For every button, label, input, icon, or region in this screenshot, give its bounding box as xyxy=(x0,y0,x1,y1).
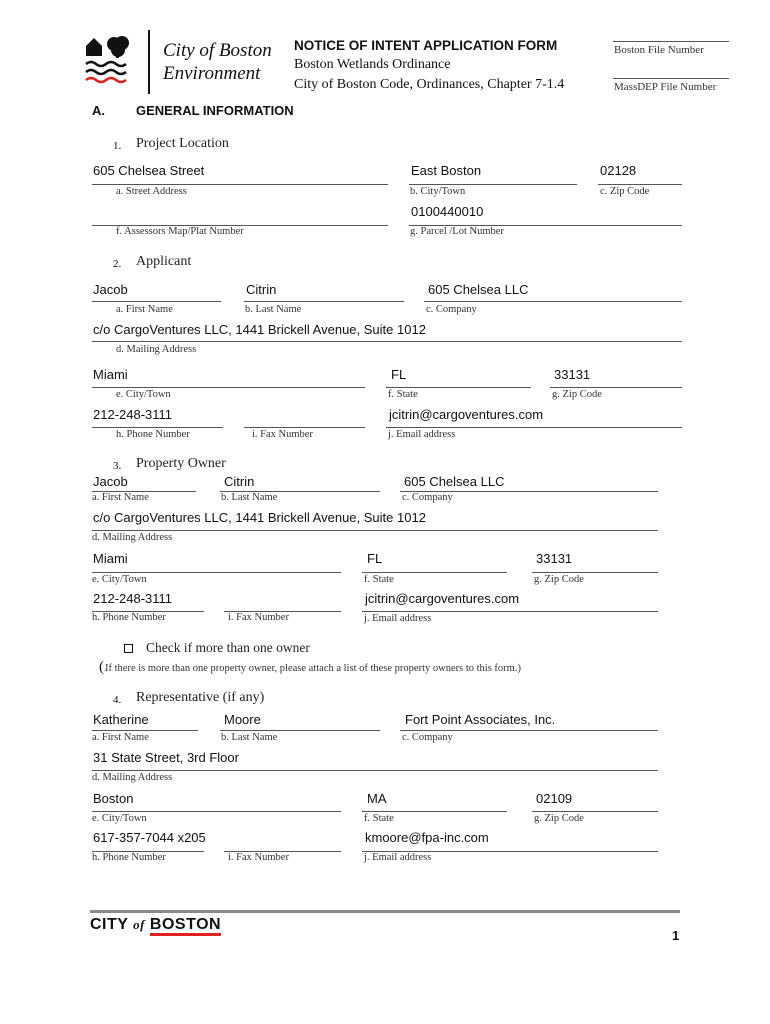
representative-title: Representative (if any) xyxy=(136,690,265,705)
applicant-last-name-value[interactable]: Citrin xyxy=(246,282,277,297)
applicant-last-name-line xyxy=(244,301,404,302)
applicant-first-name-value[interactable]: Jacob xyxy=(93,282,128,297)
applicant-email-line xyxy=(386,427,682,428)
applicant-city-line xyxy=(92,387,365,388)
applicant-title: Applicant xyxy=(136,254,192,269)
rep-last-name-line xyxy=(220,730,380,731)
logo-divider xyxy=(148,30,150,94)
rep-state-value[interactable]: MA xyxy=(367,791,387,806)
owner-city-value[interactable]: Miami xyxy=(93,551,128,566)
parcel-value[interactable]: 0100440010 xyxy=(411,204,484,219)
owner-mailing-label: d. Mailing Address xyxy=(92,532,173,543)
footer-city: CITY xyxy=(90,916,129,933)
rep-company-line xyxy=(400,730,658,731)
owner-fax-label: i. Fax Number xyxy=(228,612,289,623)
applicant-zip-line xyxy=(550,387,682,388)
owner-email-value[interactable]: jcitrin@cargoventures.com xyxy=(365,591,520,606)
owner-state-value[interactable]: FL xyxy=(367,551,383,566)
owner-email-line xyxy=(362,611,658,612)
rep-zip-value[interactable]: 02109 xyxy=(536,791,573,806)
applicant-number: 2. xyxy=(113,258,122,270)
parcel-label: g. Parcel /Lot Number xyxy=(410,226,504,237)
owner-first-name-label: a. First Name xyxy=(92,492,149,503)
logo-line2: Environment xyxy=(163,63,261,84)
applicant-mailing-line xyxy=(92,341,682,342)
applicant-state-label: f. State xyxy=(388,389,418,400)
massdep-file-number-field[interactable] xyxy=(613,78,729,79)
owner-zip-label: g. Zip Code xyxy=(534,574,584,585)
applicant-city-value[interactable]: Miami xyxy=(93,367,128,382)
city-value[interactable]: East Boston xyxy=(411,163,482,178)
form-subtitle-1: Boston Wetlands Ordinance xyxy=(294,57,451,72)
massdep-file-number-label: MassDEP File Number xyxy=(614,81,717,93)
applicant-email-label: j. Email address xyxy=(388,429,456,440)
rep-mailing-label: d. Mailing Address xyxy=(92,772,173,783)
rep-mailing-value[interactable]: 31 State Street, 3rd Floor xyxy=(93,750,239,765)
rep-last-name-value[interactable]: Moore xyxy=(224,712,261,727)
rep-state-line xyxy=(362,811,507,812)
applicant-zip-value[interactable]: 33131 xyxy=(554,367,591,382)
representative-number: 4. xyxy=(113,694,122,706)
form-title: NOTICE OF INTENT APPLICATION FORM xyxy=(294,38,558,53)
applicant-phone-line xyxy=(92,427,223,428)
owner-title: Property Owner xyxy=(136,456,226,471)
footer-boston: BOSTON xyxy=(150,916,221,936)
owner-last-name-label: b. Last Name xyxy=(221,492,278,503)
owner-first-name-value[interactable]: Jacob xyxy=(93,474,128,489)
applicant-state-value[interactable]: FL xyxy=(391,367,407,382)
rep-zip-line xyxy=(532,811,658,812)
boston-environment-logo-icon xyxy=(84,34,136,90)
rep-city-value[interactable]: Boston xyxy=(93,791,134,806)
applicant-mailing-label: d. Mailing Address xyxy=(116,344,197,355)
city-label: b. City/Town xyxy=(410,186,466,197)
rep-city-label: e. City/Town xyxy=(92,813,147,824)
owner-last-name-value[interactable]: Citrin xyxy=(224,474,255,489)
owner-state-line xyxy=(362,572,507,573)
footer-logo xyxy=(90,916,221,934)
rep-state-label: f. State xyxy=(364,813,394,824)
applicant-mailing-value[interactable]: c/o CargoVentures LLC, 1441 Brickell Avenue, Suite 1012 xyxy=(93,322,426,337)
zip-label: c. Zip Code xyxy=(600,186,650,197)
applicant-email-value[interactable]: jcitrin@cargoventures.com xyxy=(389,407,544,422)
rep-zip-label: g. Zip Code xyxy=(534,813,584,824)
street-address-label: a. Street Address xyxy=(116,186,187,197)
rep-city-line xyxy=(92,811,341,812)
footer-rule xyxy=(90,910,680,913)
owner-mailing-line xyxy=(92,530,658,531)
form-subtitle-2: City of Boston Code, Ordinances, Chapter 7-1.4 xyxy=(294,77,565,92)
applicant-first-name-line xyxy=(92,301,221,302)
zip-line xyxy=(598,184,682,185)
rep-first-name-line xyxy=(92,730,198,731)
rep-company-value[interactable]: Fort Point Associates, Inc. xyxy=(405,712,556,727)
footer-of: of xyxy=(133,917,145,932)
rep-company-label: c. Company xyxy=(402,732,453,743)
applicant-company-value[interactable]: 605 Chelsea LLC xyxy=(428,282,529,297)
city-line xyxy=(409,184,577,185)
owner-state-label: f. State xyxy=(364,574,394,585)
logo-line1: City of Boston xyxy=(163,40,272,61)
rep-first-name-value[interactable]: Katherine xyxy=(93,712,149,727)
applicant-fax-line xyxy=(244,427,365,428)
rep-mailing-line xyxy=(92,770,658,771)
rep-phone-value[interactable]: 617-357-7044 x205 xyxy=(93,830,206,845)
owner-email-label: j. Email address xyxy=(364,613,432,624)
more-than-one-owner-label: Check if more than one owner xyxy=(146,640,310,655)
applicant-state-line xyxy=(386,387,531,388)
owner-zip-line xyxy=(532,572,658,573)
applicant-last-name-label: b. Last Name xyxy=(245,304,302,315)
rep-email-value[interactable]: kmoore@fpa-inc.com xyxy=(365,830,489,845)
assessors-map-label: f. Assessors Map/Plat Number xyxy=(116,226,244,237)
zip-value[interactable]: 02128 xyxy=(600,163,637,178)
section-title: GENERAL INFORMATION xyxy=(136,103,294,118)
street-address-line xyxy=(92,184,388,185)
more-than-one-owner-note: If there is more than one property owner, please attach a list of these property owners to this form.) xyxy=(105,663,521,674)
applicant-phone-value[interactable]: 212-248-3111 xyxy=(93,407,173,422)
applicant-phone-label: h. Phone Number xyxy=(116,429,190,440)
owner-paren: ( xyxy=(99,659,104,675)
rep-fax-label: i. Fax Number xyxy=(228,852,289,863)
rep-first-name-label: a. First Name xyxy=(92,732,149,743)
owner-city-label: e. City/Town xyxy=(92,574,147,585)
owner-company-label: c. Company xyxy=(402,492,453,503)
applicant-fax-label: i. Fax Number xyxy=(252,429,313,440)
rep-email-label: j. Email address xyxy=(364,852,432,863)
owner-zip-value[interactable]: 33131 xyxy=(536,551,573,566)
owner-phone-label: h. Phone Number xyxy=(92,612,166,623)
boston-file-number-field[interactable] xyxy=(613,41,729,42)
owner-company-value[interactable]: 605 Chelsea LLC xyxy=(404,474,505,489)
owner-city-line xyxy=(92,572,341,573)
applicant-city-label: e. City/Town xyxy=(116,389,171,400)
applicant-first-name-label: a. First Name xyxy=(116,304,173,315)
street-address-value[interactable]: 605 Chelsea Street xyxy=(93,163,205,178)
owner-mailing-value[interactable]: c/o CargoVentures LLC, 1441 Brickell Avenue, Suite 1012 xyxy=(93,510,426,525)
applicant-company-line xyxy=(424,301,682,302)
applicant-zip-label: g. Zip Code xyxy=(552,389,602,400)
project-location-number: 1. xyxy=(113,140,122,152)
applicant-company-label: c. Company xyxy=(426,304,477,315)
more-than-one-owner-checkbox[interactable] xyxy=(124,644,133,653)
page-number: 1 xyxy=(672,928,680,943)
boston-file-number-label: Boston File Number xyxy=(614,44,704,56)
owner-number: 3. xyxy=(113,460,122,472)
rep-phone-label: h. Phone Number xyxy=(92,852,166,863)
project-location-title: Project Location xyxy=(136,136,229,151)
owner-phone-value[interactable]: 212-248-3111 xyxy=(93,591,173,606)
rep-last-name-label: b. Last Name xyxy=(221,732,278,743)
section-letter: A. xyxy=(92,103,105,118)
